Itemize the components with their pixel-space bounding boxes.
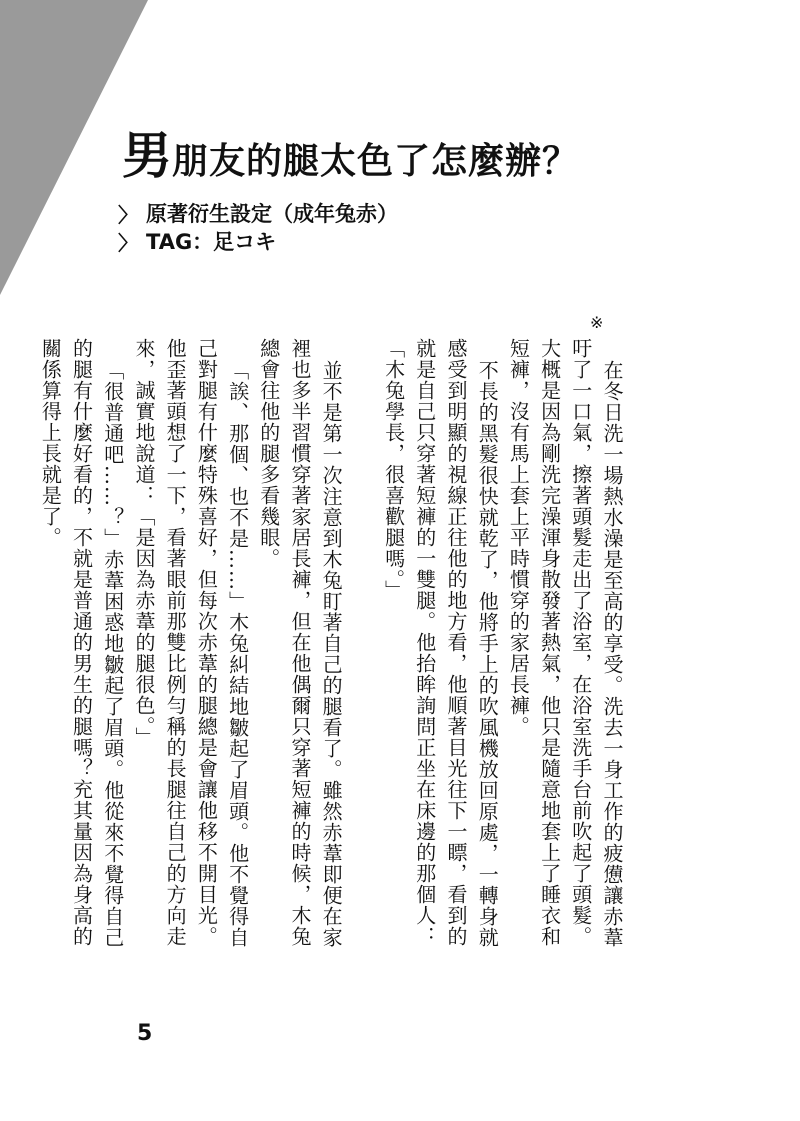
meta-line-setting [118,198,398,228]
blank-line [346,338,377,958]
paragraph: 「誒、那個、也不是……」木兔糾結地皺起了眉頭。他不覺得自己對腿有什麼特殊喜好，但每次赤葦的腿總是會讓他移不開目光。他歪著頭想了一下，看著眼前那雙比例勻稱的長腿往自己的方向走來，誠實地說道：「是因為赤葦的腿很色。」 [131,338,250,948]
section-mark: ※ [590,313,604,332]
chapter-title [122,127,580,185]
meta-setting-text: 原著衍生設定（成年兔赤） [146,202,398,226]
body-text [38,338,627,958]
paragraph: 並不是第一次注意到木兔盯著自己的腿看了。雖然赤葦即便在家裡也多半習慣穿著家居長褲，但在他偶爾只穿著短褲的時候，木兔總會往他的腿多看幾眼。 [256,338,344,948]
chevron-right-icon: 〉 [118,202,138,227]
title-first-char: 男 [122,127,172,185]
chevron-right-icon: 〉 [118,230,138,255]
meta-line-tag [118,226,276,256]
paragraph: 在冬日洗一場熱水澡是至高的享受。洗去一身工作的疲憊讓赤葦吁了一口氣，擦著頭髮走出了浴室，在浴室洗手台前吹起了頭髮。大概是因為剛洗完澡渾身散發著熱氣，他只是隨意地套上了睡衣和短褲，沒有馬上套上平時慣穿的家居長褲。 [506,338,624,948]
meta-tag-text: TAG：足コキ [146,230,277,254]
paragraph: 不長的黑髮很快就乾了，他將手上的吹風機放回原處，一轉身就感受到明顯的視線正往他的地方看，他順著目光往下一瞟，看到的就是自己只穿著短褲的一雙腿。他抬眸詢問正坐在床邊的那個人：「木兔學長，很喜歡腿嗎。」 [381,338,500,948]
page-number: 5 [137,1021,153,1046]
paragraph: 「很普通吧……？」赤葦困惑地皺起了眉頭。他從來不覺得自己的腿有什麼好看的，不就是普通的男生的腿嗎？充其量因為身高的關係算得上長就是了。 [38,338,125,948]
title-rest: 朋友的腿太色了怎麼辦？ [172,141,580,182]
